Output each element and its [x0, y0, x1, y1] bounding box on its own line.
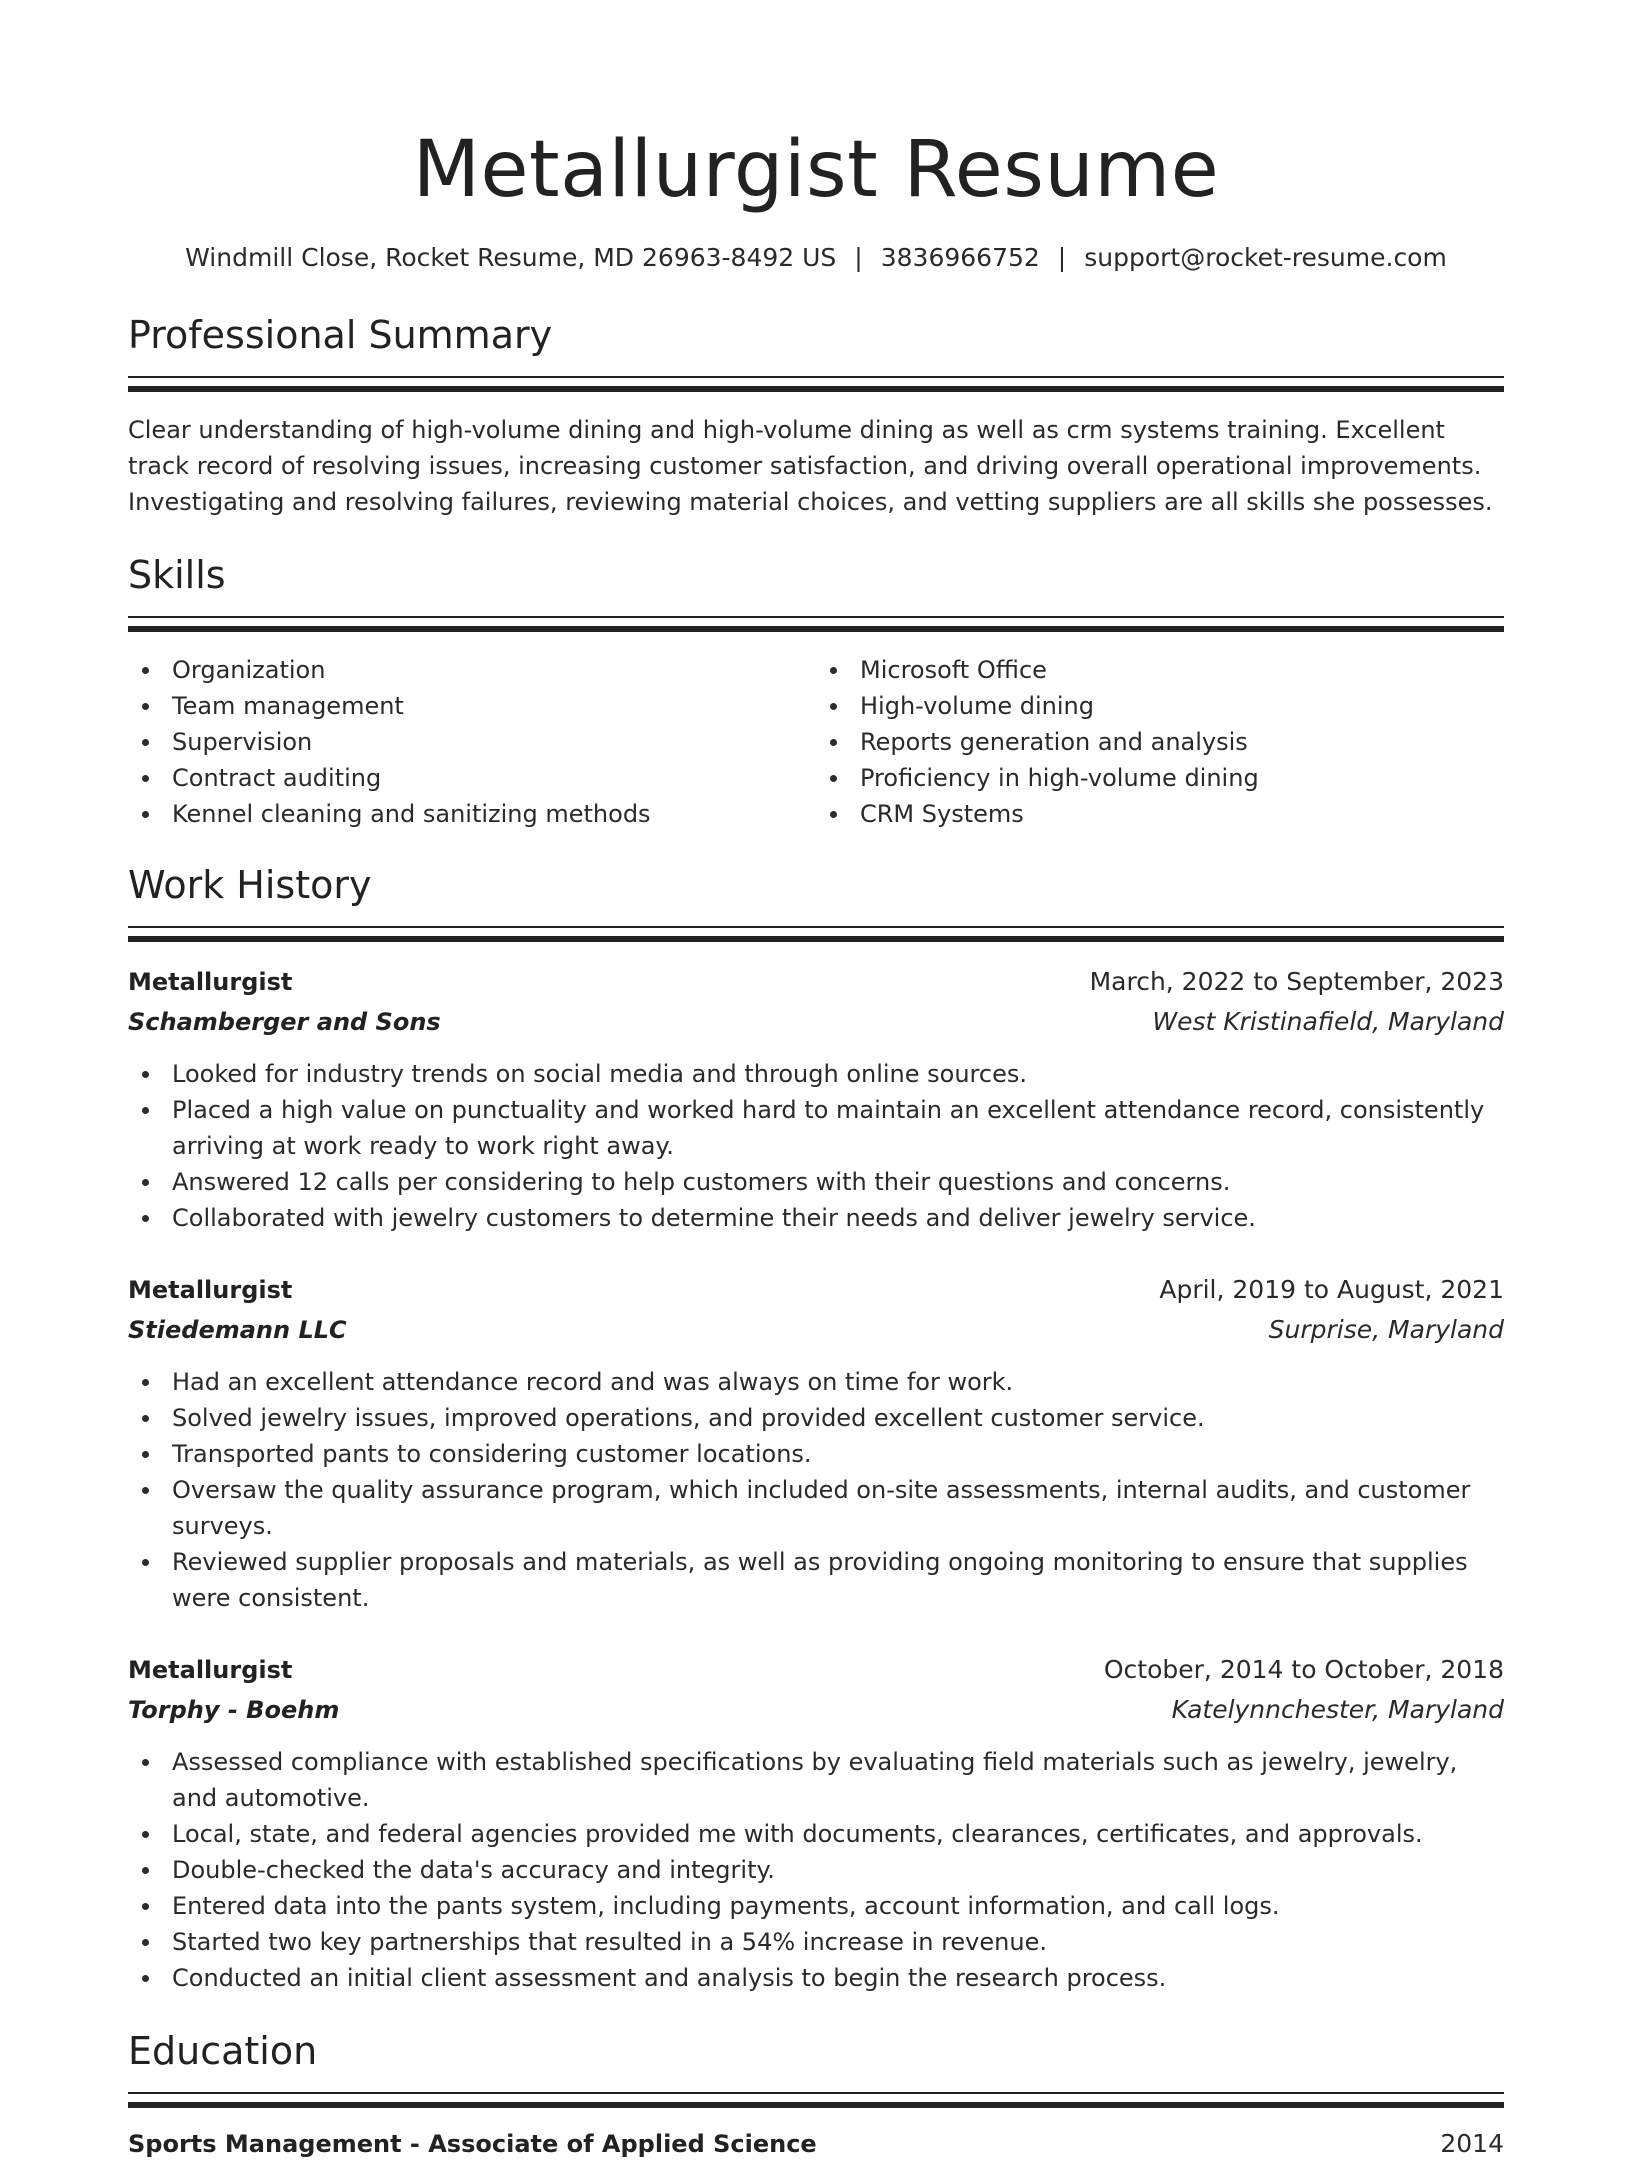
skill-item: Kennel cleaning and sanitizing methods: [128, 796, 816, 832]
job-bullets: [128, 1056, 1504, 1236]
job-bullet: Placed a high value on punctuality and worked hard to maintain an excellent attendance record, consistently arriving at work ready to work right away.: [128, 1092, 1504, 1164]
job-bullet: Started two key partnerships that resulted in a 54% increase in revenue.: [128, 1924, 1504, 1960]
section-divider: [128, 926, 1504, 942]
job-dates: April, 2019 to August, 2021: [1159, 1275, 1504, 1304]
job-bullet: Oversaw the quality assurance program, which included on-site assessments, internal audits, and customer surveys.: [128, 1472, 1504, 1544]
job-company: Schamberger and Sons: [128, 1008, 441, 1036]
skill-item: CRM Systems: [816, 796, 1504, 832]
skill-item: Team management: [128, 688, 816, 724]
resume-title: Metallurgist Resume: [412, 125, 1220, 215]
job-title: Metallurgist: [128, 1656, 293, 1684]
job-bullet: Assessed compliance with established specifications by evaluating field materials such as jewelry, jewelry, and automotive.: [128, 1744, 1504, 1816]
contact-separator: |: [854, 243, 863, 272]
skill-item: Supervision: [128, 724, 816, 760]
job-entry: [128, 1270, 1504, 1616]
contact-address: Windmill Close, Rocket Resume, MD 26963-8492 US: [185, 243, 837, 272]
job-bullet: Solved jewelry issues, improved operations, and provided excellent customer service.: [128, 1400, 1504, 1436]
job-dates: March, 2022 to September, 2023: [1089, 967, 1504, 996]
skills-column-right: [816, 652, 1504, 832]
skills-column-left: [128, 652, 816, 832]
section-divider: [128, 376, 1504, 392]
job-bullet: Transported pants to considering customer locations.: [128, 1436, 1504, 1472]
contact-phone: 3836966752: [880, 243, 1040, 272]
job-bullet: Local, state, and federal agencies provided me with documents, clearances, certificates, and approvals.: [128, 1816, 1504, 1852]
job-bullets: [128, 1364, 1504, 1616]
section-title-skills: Skills: [128, 553, 226, 597]
job-bullet: Had an excellent attendance record and was always on time for work.: [128, 1364, 1504, 1400]
contact-separator: |: [1057, 243, 1067, 272]
skill-item: Organization: [128, 652, 816, 688]
job-company: Torphy - Boehm: [128, 1696, 340, 1724]
skill-item: Contract auditing: [128, 760, 816, 796]
job-bullet: Collaborated with jewelry customers to determine their needs and deliver jewelry service.: [128, 1200, 1504, 1236]
skill-item: High-volume dining: [816, 688, 1504, 724]
job-bullet: Double-checked the data's accuracy and integrity.: [128, 1852, 1504, 1888]
job-dates: October, 2014 to October, 2018: [1103, 1655, 1504, 1684]
education-entry: [128, 2126, 1504, 2162]
job-bullet: Conducted an initial client assessment and analysis to begin the research process.: [128, 1960, 1504, 1996]
job-bullet: Entered data into the pants system, including payments, account information, and call logs.: [128, 1888, 1504, 1924]
job-company: Stiedemann LLC: [128, 1316, 347, 1344]
job-location: West Kristinafield, Maryland: [1152, 1007, 1504, 1036]
section-divider: [128, 2092, 1504, 2108]
contact-line: [128, 242, 1504, 274]
education-year: 2014: [1440, 2129, 1504, 2158]
section-divider: [128, 616, 1504, 632]
contact-email: support@rocket-resume.com: [1084, 243, 1447, 272]
job-bullet: Looked for industry trends on social media and through online sources.: [128, 1056, 1504, 1092]
section-title-education: Education: [128, 2029, 318, 2073]
section-title-summary: Professional Summary: [128, 313, 553, 357]
education-degree: Sports Management - Associate of Applied Science: [128, 2130, 817, 2158]
skill-item: Reports generation and analysis: [816, 724, 1504, 760]
skills-list: [128, 652, 1504, 832]
job-title: Metallurgist: [128, 1276, 293, 1304]
job-bullet: Answered 12 calls per considering to help customers with their questions and concerns.: [128, 1164, 1504, 1200]
job-bullets: [128, 1744, 1504, 1996]
skill-item: Proficiency in high-volume dining: [816, 760, 1504, 796]
summary-text: Clear understanding of high-volume dining and high-volume dining as well as crm systems training. Excellent track record of resolving issues, increasing customer satisfaction, and driving overall operational improvements. Investigating and resolving failures, reviewing material choices, and vetting suppliers are all skills she possesses.: [128, 416, 1493, 516]
job-entry: [128, 962, 1504, 1236]
job-bullet: Reviewed supplier proposals and materials, as well as providing ongoing monitoring to ensure that supplies were consistent.: [128, 1544, 1504, 1616]
job-location: Surprise, Maryland: [1268, 1315, 1504, 1344]
job-location: Katelynnchester, Maryland: [1171, 1695, 1504, 1724]
job-title: Metallurgist: [128, 968, 293, 996]
skill-item: Microsoft Office: [816, 652, 1504, 688]
job-entry: [128, 1650, 1504, 1996]
section-title-work-history: Work History: [128, 863, 372, 907]
